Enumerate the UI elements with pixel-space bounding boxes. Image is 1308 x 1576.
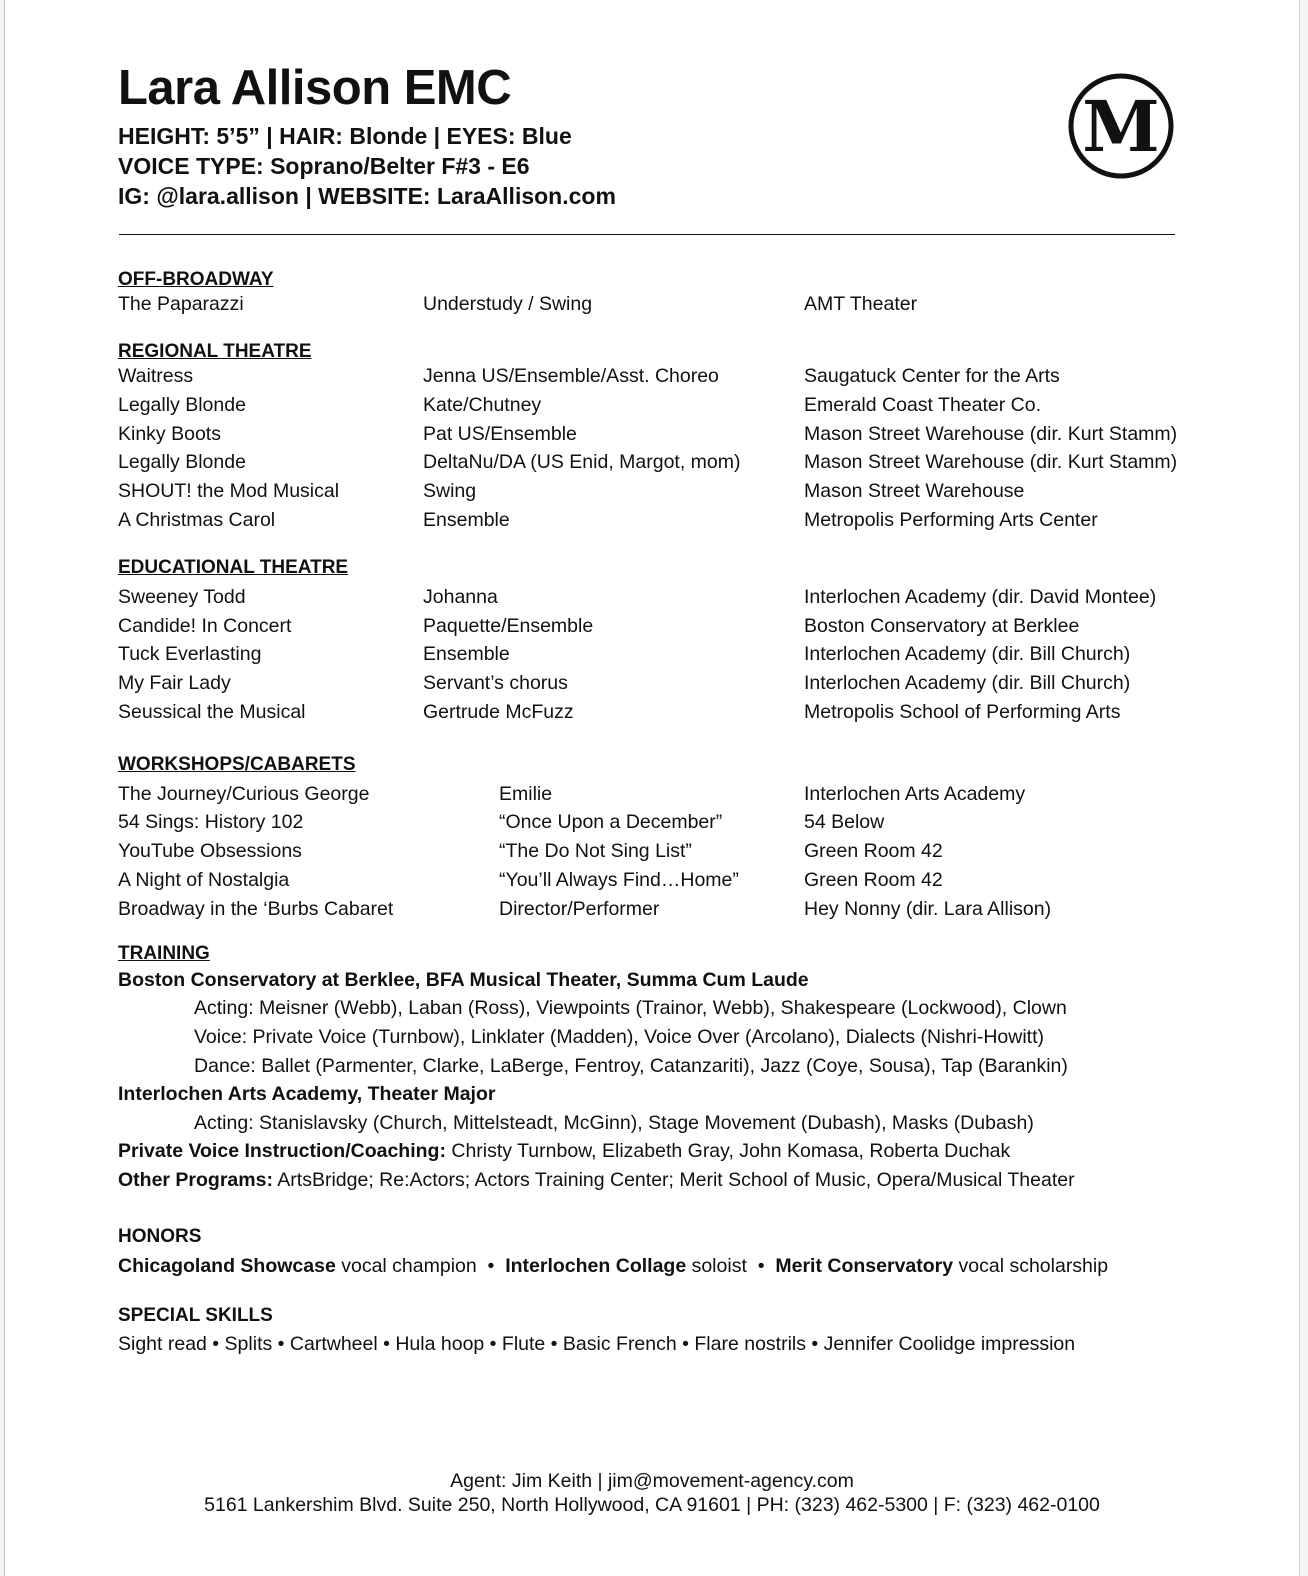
physical-stats: HEIGHT: 5’5” | HAIR: Blonde | EYES: Blue bbox=[118, 123, 572, 149]
agency-logo bbox=[1068, 73, 1174, 179]
social-links: IG: @lara.allison | WEBSITE: LaraAllison.com bbox=[118, 183, 616, 209]
agency-address: 5161 Lankershim Blvd. Suite 250, North Hollywood, CA 91601 | PH: (323) 462-5300 | F: (323) 462-0100 bbox=[204, 1494, 1100, 1516]
credit-row: The Paparazzi Understudy / Swing AMT Theater bbox=[118, 293, 918, 315]
credit-row: SHOUT! the Mod Musical Swing Mason Street Warehouse bbox=[118, 480, 1025, 502]
section-regional-theatre: REGIONAL THEATRE bbox=[118, 341, 312, 362]
section-workshops-cabarets: WORKSHOPS/CABARETS bbox=[118, 754, 356, 775]
credit-row: Waitress Jenna US/Ensemble/Asst. Choreo Saugatuck Center for the Arts bbox=[118, 365, 1060, 387]
training-detail: Dance: Ballet (Parmenter, Clarke, LaBerge, Fentroy, Catanzariti), Jazz (Coye, Sousa), Tap (Barankin) bbox=[194, 1055, 1068, 1077]
section-training: TRAINING bbox=[118, 943, 210, 964]
credit-row: Legally Blonde DeltaNu/DA (US Enid, Margot, mom) Mason Street Warehouse (dir. Kurt Stamm) bbox=[118, 451, 1178, 473]
training-private-voice: Private Voice Instruction/Coaching: Christy Turnbow, Elizabeth Gray, John Komasa, Roberta Duchak bbox=[118, 1140, 1011, 1162]
credit-row: Broadway in the ‘Burbs Cabaret Director/Performer Hey Nonny (dir. Lara Allison) bbox=[118, 898, 1052, 920]
performer-name: Lara Allison EMC bbox=[118, 61, 512, 115]
credit-row: YouTube Obsessions “The Do Not Sing List” Green Room 42 bbox=[118, 840, 943, 862]
voice-type: VOICE TYPE: Soprano/Belter F#3 - E6 bbox=[118, 153, 530, 179]
credit-row: Kinky Boots Pat US/Ensemble Mason Street Warehouse (dir. Kurt Stamm) bbox=[118, 423, 1178, 445]
section-honors: HONORS bbox=[118, 1226, 202, 1247]
section-off-broadway: OFF-BROADWAY bbox=[118, 269, 274, 290]
training-detail: Voice: Private Voice (Turnbow), Linklater (Madden), Voice Over (Arcolano), Dialects (Nishri-Howitt) bbox=[194, 1026, 1044, 1048]
credit-row: Tuck Everlasting Ensemble Interlochen Academy (dir. Bill Church) bbox=[118, 643, 1131, 665]
credit-row: Sweeney Todd Johanna Interlochen Academy (dir. David Montee) bbox=[118, 586, 1157, 608]
credit-row: A Christmas Carol Ensemble Metropolis Performing Arts Center bbox=[118, 509, 1098, 531]
logo-letter: M bbox=[1082, 85, 1160, 168]
credit-row: 54 Sings: History 102 “Once Upon a December” 54 Below bbox=[118, 811, 885, 833]
skills-list: Sight read • Splits • Cartwheel • Hula hoop • Flute • Basic French • Flare nostrils • Jennifer Coolidge impression bbox=[118, 1333, 1076, 1355]
training-other-programs: Other Programs: ArtsBridge; Re:Actors; Actors Training Center; Merit School of Music, Opera/Musical Theater bbox=[118, 1169, 1075, 1191]
training-detail: Acting: Stanislavsky (Church, Mittelsteadt, McGinn), Stage Movement (Dubash), Masks (Dubash) bbox=[194, 1112, 1034, 1134]
credit-row: Candide! In Concert Paquette/Ensemble Boston Conservatory at Berklee bbox=[118, 615, 1080, 637]
credit-row: A Night of Nostalgia “You’ll Always Find…Home” Green Room 42 bbox=[118, 869, 943, 891]
section-educational-theatre: EDUCATIONAL THEATRE bbox=[118, 557, 349, 578]
credit-row: Seussical the Musical Gertrude McFuzz Metropolis School of Performing Arts bbox=[118, 701, 1121, 723]
honors-list: Chicagoland Showcase vocal champion • Interlochen Collage soloist • Merit Conservatory vocal scholarship bbox=[118, 1255, 1109, 1277]
training-boston: Boston Conservatory at Berklee, BFA Musical Theater, Summa Cum Laude bbox=[118, 969, 809, 991]
credit-row: The Journey/Curious George Emilie Interlochen Arts Academy bbox=[118, 783, 1026, 805]
credit-row: Legally Blonde Kate/Chutney Emerald Coast Theater Co. bbox=[118, 394, 1041, 416]
training-detail: Acting: Meisner (Webb), Laban (Ross), Viewpoints (Trainor, Webb), Shakespeare (Lockwood), Clown bbox=[194, 997, 1067, 1019]
resume-page bbox=[4, 0, 1300, 1576]
section-special-skills: SPECIAL SKILLS bbox=[118, 1305, 273, 1326]
agent-contact: Agent: Jim Keith | jim@movement-agency.com bbox=[450, 1470, 854, 1492]
header-divider bbox=[119, 234, 1175, 235]
training-interlochen: Interlochen Arts Academy, Theater Major bbox=[118, 1083, 496, 1105]
credit-row: My Fair Lady Servant’s chorus Interlochen Academy (dir. Bill Church) bbox=[118, 672, 1131, 694]
